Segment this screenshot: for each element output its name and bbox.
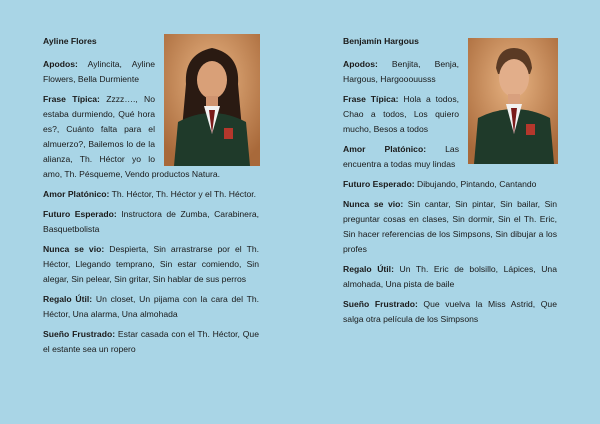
- ayline-regalo-util: Regalo Útil: Un closet, Un pijama con la cara del Th. Héctor, Una alarma, Una almohada: [43, 294, 259, 319]
- ayline-frase-tipica: Frase Típica: Zzzz…., No estaba durmiendo, Qué hora es?, Cuánto falta para el almuerzo?, Bailemos lo de la alianza, Th. Héctor yo lo amo, Th. Pésqueme, Vendo productos Natura.: [43, 94, 221, 179]
- ayline-nunca-se-vio: Nunca se vio: Despierta, Sin arrastrarse por el Th. Héctor, Llegando temprano, Sin estar comiendo, Sin alegar, Sin pelear, Sin gritar, Sin hablar de sus perros: [43, 244, 259, 284]
- benjamin-frase-tipica: Frase Típica: Hola a todos, Chao a todos, Los quiero mucho, Besos a todos: [343, 94, 460, 134]
- ayline-futuro-esperado: Futuro Esperado: Instructora de Zumba, Carabinera, Basquetbolista: [43, 209, 259, 234]
- ayline-sueno-frustrado: Sueño Frustrado: Estar casada con el Th. Héctor, Que el estante sea un ropero: [43, 329, 259, 354]
- ayline-apodos: Apodos: Aylincita, Ayline Flowers, Bella Durmiente: [43, 59, 155, 84]
- benjamin-profile: [343, 30, 557, 332]
- benjamin-name: Benjamín Hargous: [343, 36, 419, 46]
- benjamin-nunca-se-vio: Nunca se vio: Sin cantar, Sin pintar, Sin bailar, Sin preguntar cosas en clases, Sin dormir, Sin el Th. Eric, Sin hacer referencias de los Simpsons, Sin dibujar a los profes: [343, 199, 557, 254]
- ayline-profile: [43, 30, 259, 362]
- ayline-name: Ayline Flores: [43, 36, 97, 46]
- ayline-amor-platonico: Amor Platónico: Th. Héctor, Th. Héctor y el Th. Héctor.: [43, 189, 257, 199]
- benjamin-futuro-esperado: Futuro Esperado: Dibujando, Pintando, Cantando: [343, 179, 537, 189]
- benjamin-amor-platonico: Amor Platónico: Las encuentra a todas muy lindas: [343, 144, 459, 169]
- benjamin-apodos: Apodos: Benjita, Benja, Hargous, Hargooouusss: [343, 59, 459, 84]
- benjamin-regalo-util: Regalo Útil: Un Th. Eric de bolsillo, Lápices, Una almohada, Una pista de baile: [343, 264, 557, 289]
- benjamin-sueno-frustrado: Sueño Frustrado: Que vuelva la Miss Astrid, Que salga otra película de los Simpsons: [343, 299, 557, 324]
